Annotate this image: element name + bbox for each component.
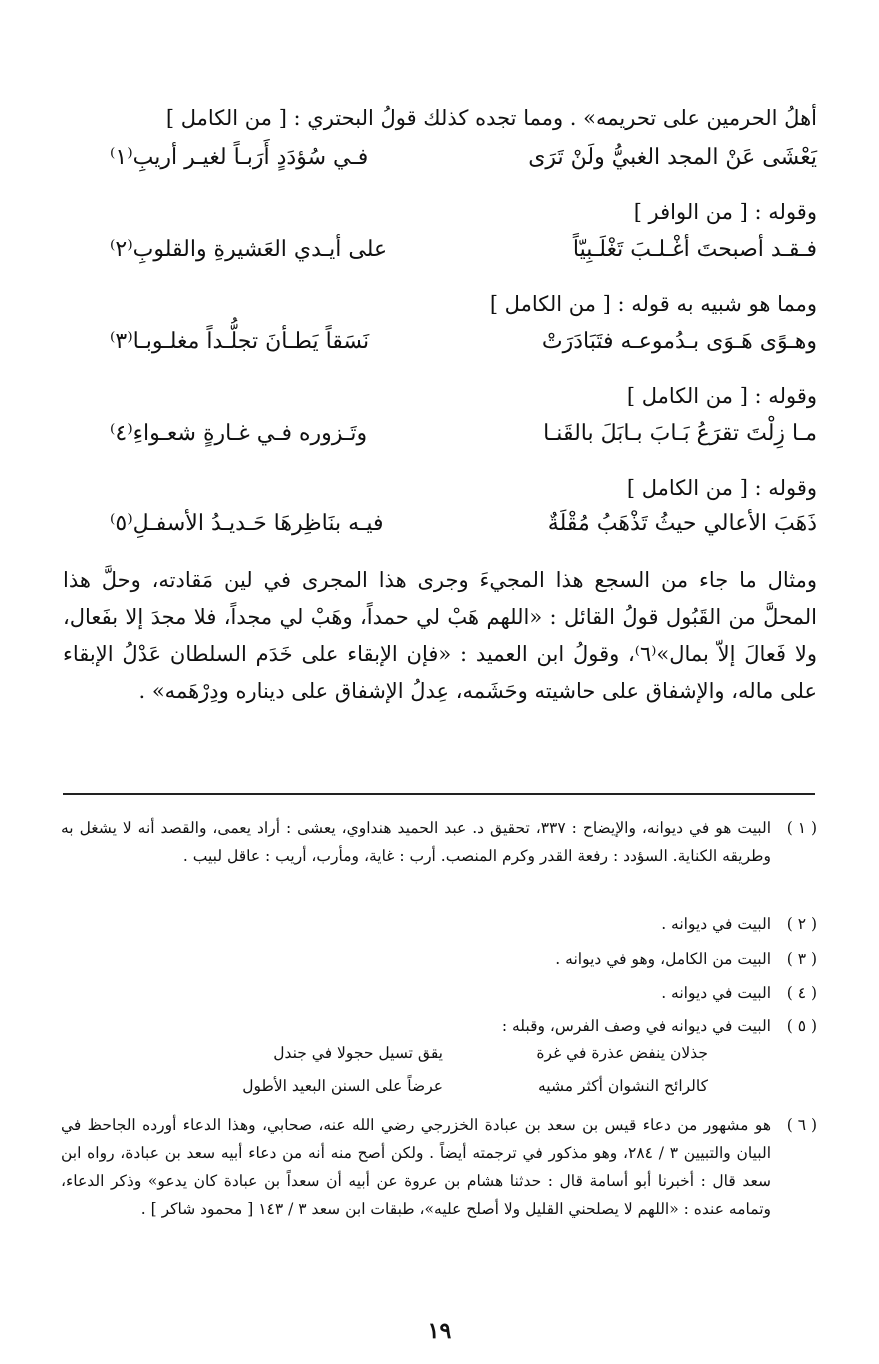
verse-4-second-hemistich: وتَـزوره فـي غـارةٍ شعـواءِ⁽٤⁾ bbox=[110, 421, 368, 446]
meter-line-3: وقوله : [ من الكامل ] bbox=[626, 384, 817, 408]
verse-1 bbox=[110, 145, 817, 181]
verse-2-first-hemistich: فـقـد أصبحتَ أغْـلـبَ تَغْلَـبِيّاً bbox=[572, 237, 817, 262]
verse-2 bbox=[110, 237, 817, 273]
footnote-2 bbox=[61, 910, 817, 938]
prose-paragraph: ومثال ما جاء من السجع هذا المجيءَ وجرى هذا المجرى في لين مَقادته، وحلَّ هذا المحلَّ من القَبُول قولُ القائل : «اللهم هَبْ لي حمداً، وهَبْ لي مجداً، فلا مجدَ إلا بفَعال، ولا فَعالَ إلاّ بمال»⁽٦⁾، وقولُ ابن العميد : «فإن الإبقاء على خَدَم السلطان عَدْلُ الإبقاء على ماله، والإشفاق على حاشيته وحَشَمه، عِدلُ الإشفاق على ديناره ودِرْهَمه» . bbox=[63, 568, 817, 703]
footnote-verse-1-second: يقق تسيل حجولا في جندل bbox=[273, 1044, 443, 1062]
verse-3 bbox=[110, 329, 817, 365]
meter-line-4: وقوله : [ من الكامل ] bbox=[626, 476, 817, 500]
footnote-number: ( ١ ) bbox=[786, 819, 817, 837]
meter-line-1: وقوله : [ من الوافر ] bbox=[633, 200, 817, 224]
verse-1-first-hemistich: يَعْشَى عَنْ المجد الغبيُّ ولَنْ تَرَى bbox=[528, 145, 817, 170]
intro-line: أهلُ الحرمين على تحريمه» . ومما تجده كذلك قولُ البحتري : [ من الكامل ] bbox=[165, 106, 817, 130]
footnote-number: ( ٥ ) bbox=[786, 1017, 817, 1035]
footnote-number: ( ٢ ) bbox=[786, 915, 817, 933]
footnote-4 bbox=[61, 979, 817, 1007]
footnote-verse-1-first: جذلان ينفض عذرة في غرة bbox=[536, 1044, 708, 1062]
footnote-number: ( ٤ ) bbox=[786, 984, 817, 1002]
verse-5 bbox=[110, 511, 817, 547]
meter-line-2: ومما هو شبيه به قوله : [ من الكامل ] bbox=[489, 292, 817, 316]
verse-3-second-hemistich: نَسَقاً يَطـأنَ تجلُّـداً مغلـوبـا⁽٣⁾ bbox=[110, 329, 370, 354]
footnote-text: هو مشهور من دعاء قيس بن سعد بن عبادة الخزرجي رضي الله عنه، صحابي، وهذا الدعاء أورده الجاحظ في البيان والتبيين ٣ / ٢٨٤، وهو مذكور في ترجمته أيضاً . ولكن أصح منه أنه من دعاء أبيه سعد بن عبادة، رواه ابن سعد قال : أخبرنا أبو أسامة قال : حدثنا هشام بن عروة عن أبيه أن سعداً بن عبادة كان يدعو» وذكر الدعاء، وتمامه عنده : «اللهم لا يصلحني القليل ولا أصلح عليه»، طبقات ابن سعد ٣ / ١٤٣ [ محمود شاكر ] . bbox=[61, 1116, 772, 1218]
footnote-verse-2-second: عرضاً على السنن البعيد الأطول bbox=[242, 1077, 443, 1095]
footnote-text: البيت في ديوانه . bbox=[661, 915, 771, 933]
footnote-verse-2-first: كالرائح النشوان أكثر مشيه bbox=[537, 1077, 708, 1095]
footnote-separator bbox=[63, 793, 815, 795]
verse-2-second-hemistich: على أيـدي العَشيرةِ والقلوبِ⁽٢⁾ bbox=[110, 237, 388, 262]
verse-4-first-hemistich: مـا زِلْتَ تقرَعُ بَـابَ بـابَلَ بالقَنـا bbox=[543, 421, 817, 446]
page-number: ١٩ bbox=[427, 1318, 452, 1344]
verse-4 bbox=[110, 421, 817, 457]
verse-1-second-hemistich: فـي سُؤدَدٍ أَرَبـاً لغيـر أريبِ⁽١⁾ bbox=[110, 145, 369, 170]
footnote-number: ( ٦ ) bbox=[786, 1116, 817, 1134]
footnote-text: البيت هو في ديوانه، والإيضاح : ٣٣٧، تحقيق د. عبد الحميد هنداوي، يعشى : أراد يعمى، والقصد أنه لا يشغل به وطريقه الكناية. السؤدد : رفعة القدر وكرم المنصب. أرب : غاية، ومأرب، أريب : عاقل لبيب . bbox=[61, 819, 771, 865]
footnote-text: البيت في ديوانه . bbox=[661, 984, 771, 1002]
footnote-text: البيت من الكامل، وهو في ديوانه . bbox=[555, 950, 771, 968]
footnote-6 bbox=[61, 1111, 817, 1223]
footnote-5 bbox=[61, 1012, 817, 1040]
verse-3-first-hemistich: وهـوًى هَـوَى بـدُموعـه فتَبَادَرَتْ bbox=[541, 329, 817, 354]
verse-5-second-hemistich: فيـه بنَاظِرهَا حَـديـدُ الأسفـلِ⁽٥⁾ bbox=[110, 511, 384, 536]
footnote-text: البيت في ديوانه في وصف الفرس، وقبله : bbox=[501, 1017, 771, 1035]
footnote-3 bbox=[61, 945, 817, 973]
footnote-number: ( ٣ ) bbox=[786, 950, 817, 968]
footnote-1 bbox=[61, 814, 817, 870]
verse-5-first-hemistich: ذَهَبَ الأعالي حيثُ تَذْهَبُ مُقْلَةٌ bbox=[547, 511, 817, 536]
